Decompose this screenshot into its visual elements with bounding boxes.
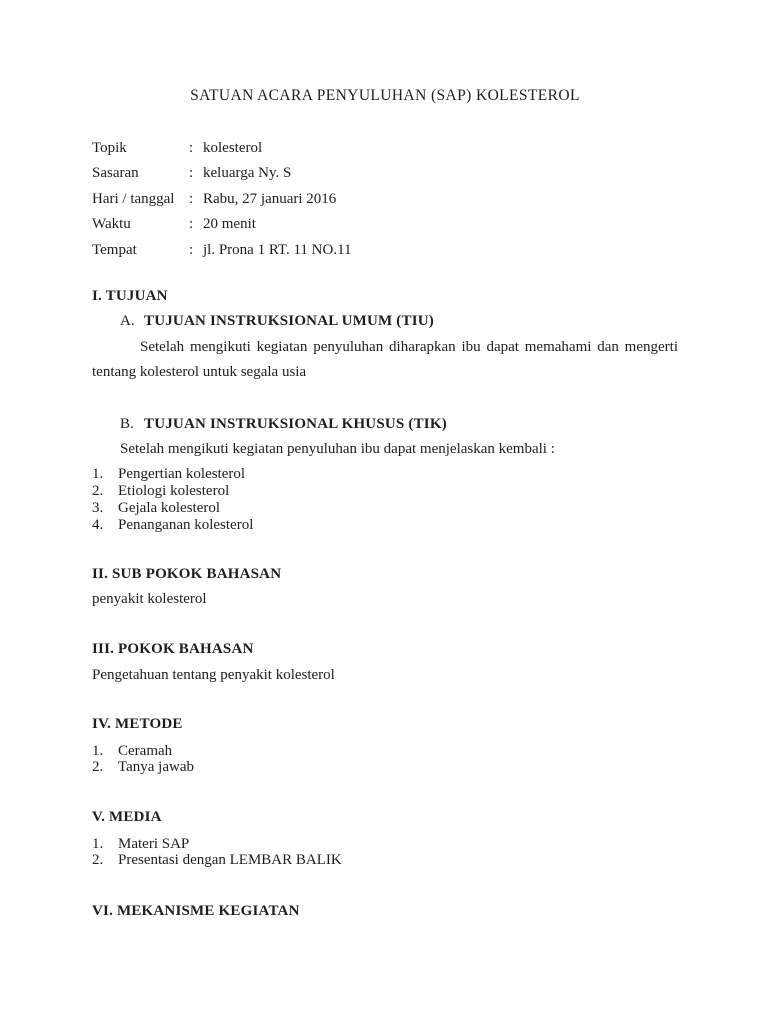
heading-tujuan: I. TUJUAN [92,288,168,305]
heading-mekanisme-kegiatan: VI. MEKANISME KEGIATAN [92,903,300,920]
metadata-row-sasaran [92,161,678,186]
metadata-label: Tempat [92,241,137,258]
metadata-colon: : [189,165,194,182]
list-item-number: 2. [92,852,104,869]
metadata-value: kolesterol [203,140,263,156]
list-item [92,743,678,760]
metadata-label: Waktu [92,216,131,233]
list-item [92,483,678,500]
metadata-row-hari-tanggal [92,187,678,212]
list-item-number: 1. [92,742,104,759]
list-item-text: Etiologi kolesterol [118,483,230,500]
list-item-text: Pengertian kolesterol [118,466,246,483]
list-item [92,852,678,869]
metadata-colon: : [189,140,194,156]
metadata-label: Topik [92,140,127,156]
metadata-value: keluarga Ny. S [203,165,292,182]
media-list [92,836,678,870]
section-metode [92,712,678,776]
list-item [92,759,678,776]
metadata-row-topik [92,136,678,161]
list-item [92,517,678,534]
list-item-text: Penanganan kolesterol [118,516,254,533]
subheading-tik-title: TUJUAN INSTRUKSIONAL KHUSUS (TIK) [144,415,447,432]
tiu-body: Setelah mengikuti kegiatan penyuluhan diharapkan ibu dapat memahami dan mengerti tentang kolesterol untuk segala usia [92,338,678,381]
metadata-colon: : [189,216,194,233]
section-tujuan [92,284,678,534]
subheading-tik-label: B. [120,415,134,432]
heading-media: V. MEDIA [92,809,162,826]
list-item-number: 3. [92,500,104,517]
section-media [92,805,678,869]
list-item-text: Ceramah [118,742,173,759]
heading-pokok-bahasan: III. POKOK BAHASAN [92,641,254,658]
subheading-tiu-title: TUJUAN INSTRUKSIONAL UMUM (TIU) [144,313,434,330]
heading-sub-pokok-bahasan: II. SUB POKOK BAHASAN [92,565,282,582]
sub-pokok-bahasan-body: penyakit kolesterol [92,591,207,608]
metadata-value: jl. Prona 1 RT. 11 NO.11 [203,241,352,258]
document-title: SATUAN ACARA PENYULUHAN (SAP) KOLESTEROL [190,87,580,104]
list-item [92,836,678,853]
section-mekanisme-kegiatan [92,899,678,924]
list-item-number: 2. [92,759,104,776]
section-pokok-bahasan [92,637,678,688]
list-item-number: 1. [92,835,104,852]
metode-list [92,743,678,777]
section-sub-pokok-bahasan [92,562,678,613]
metadata-value: Rabu, 27 januari 2016 [203,190,337,207]
metadata-value: 20 menit [203,216,256,233]
metadata-row-waktu [92,212,678,237]
metadata-label: Hari / tanggal [92,190,175,207]
list-item-text: Materi SAP [118,835,190,852]
tik-list [92,466,678,533]
heading-metode: IV. METODE [92,716,183,733]
list-item-number: 1. [92,466,104,483]
subheading-tiu [92,309,678,334]
metadata-row-tempat [92,238,678,263]
metadata-list [92,136,678,263]
pokok-bahasan-body: Pengetahuan tentang penyakit kolesterol [92,666,335,683]
list-item [92,466,678,483]
tik-lead: Setelah mengikuti kegiatan penyuluhan ibu dapat menjelaskan kembali : [120,441,555,458]
list-item [92,500,678,517]
list-item-text: Gejala kolesterol [118,500,221,517]
list-item-text: Presentasi dengan LEMBAR BALIK [118,852,342,869]
list-item-number: 2. [92,483,104,500]
metadata-label: Sasaran [92,165,139,182]
metadata-colon: : [189,190,194,207]
list-item-text: Tanya jawab [118,759,194,776]
list-item-number: 4. [92,516,104,533]
subheading-tik [92,412,678,437]
subheading-tiu-label: A. [120,313,135,330]
metadata-colon: : [189,241,194,258]
